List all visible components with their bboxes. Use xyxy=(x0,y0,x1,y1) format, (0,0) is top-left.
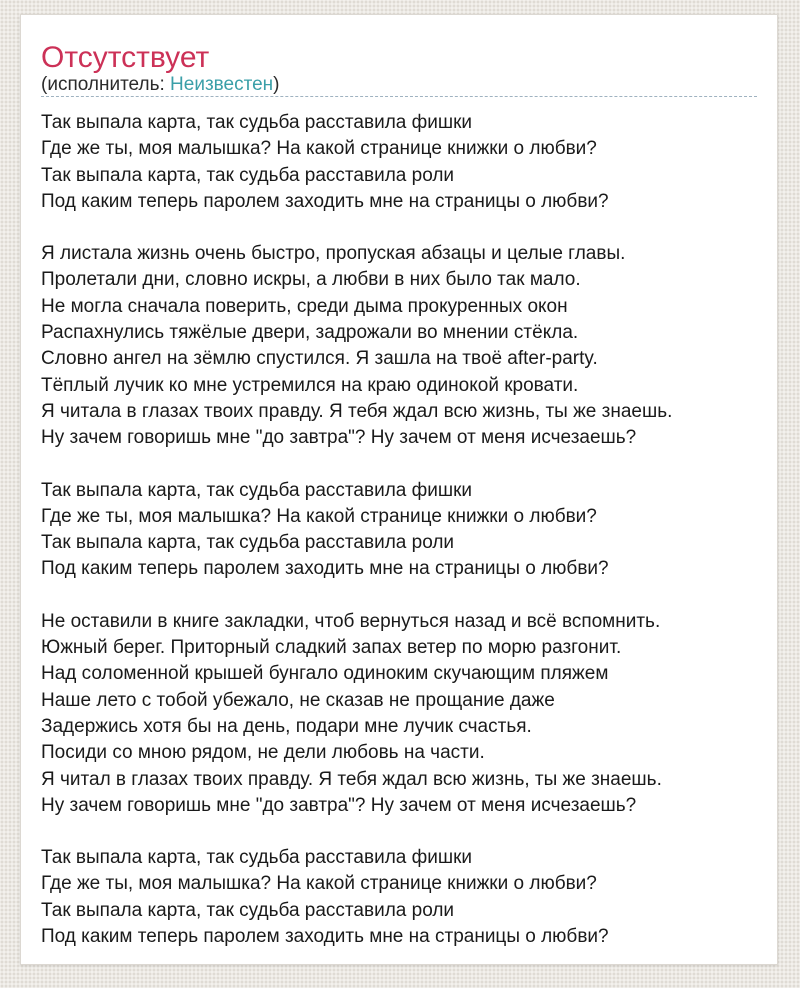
lyric-line: Я читала в глазах твоих правду. Я тебя ждал всю жизнь, ты же знаешь. xyxy=(41,400,673,422)
artist-subtitle xyxy=(41,74,757,97)
lyric-line: Я читал в глазах твоих правду. Я тебя ждал всю жизнь, ты же знаешь. xyxy=(41,768,662,790)
stanza xyxy=(41,110,757,215)
stanza xyxy=(41,241,757,451)
lyric-line: Под каким теперь паролем заходить мне на страницы о любви? xyxy=(41,926,609,948)
lyric-line: Под каким теперь паролем заходить мне на страницы о любви? xyxy=(41,558,609,580)
lyric-line: Задержись хотя бы на день, подари мне лучик счастья. xyxy=(41,715,532,737)
lyric-line: Так выпала карта, так судьба расставила фишки xyxy=(41,112,473,133)
lyric-line: Словно ангел на зёмлю спустился. Я зашла на твоё after-party. xyxy=(41,348,598,370)
lyric-line: Ну зачем говоришь мне "до завтра"? Ну зачем от меня исчезаешь? xyxy=(41,427,637,449)
stanza xyxy=(41,609,757,819)
lyric-line: Тёплый лучик ко мне устремился на краю одинокой кровати. xyxy=(41,374,579,396)
lyric-line: Ну зачем говоришь мне "до завтра"? Ну зачем от меня исчезаешь? xyxy=(41,794,637,816)
page-title: Отсутствует xyxy=(41,41,210,74)
lyric-line: Под каким теперь паролем заходить мне на страницы о любви? xyxy=(41,190,609,212)
lyric-line: Наше лето с тобой убежало, не сказав не прощание даже xyxy=(41,689,555,711)
lyric-line: Распахнулись тяжёлые двери, задрожали во мнении стёкла. xyxy=(41,322,579,344)
stanza xyxy=(41,845,757,950)
subtitle-suffix: ) xyxy=(273,74,280,95)
lyrics-body xyxy=(41,110,757,950)
lyric-line: Где же ты, моя малышка? На какой странице книжки о любви? xyxy=(41,873,597,895)
subtitle-prefix: (исполнитель: xyxy=(41,74,171,95)
lyric-line: Где же ты, моя малышка? На какой странице книжки о любви? xyxy=(41,505,597,527)
lyric-line: Так выпала карта, так судьба расставила роли xyxy=(41,899,455,921)
lyric-line: Я листала жизнь очень быстро, пропуская абзацы и целые главы. xyxy=(41,243,626,265)
stanza xyxy=(41,478,757,583)
lyric-line: Так выпала карта, так судьба расставила роли xyxy=(41,164,455,186)
lyric-line: Не оставили в книге закладки, чтоб вернуться назад и всё вспомнить. xyxy=(41,610,661,632)
content-card xyxy=(20,14,778,965)
lyric-line: Не могла сначала поверить, среди дыма прокуренных окон xyxy=(41,295,568,317)
lyric-line: Так выпала карта, так судьба расставила фишки xyxy=(41,479,473,501)
lyric-line: Южный берег. Приторный сладкий запах ветер по морю разгонит. xyxy=(41,637,622,659)
artist-link[interactable]: Неизвестен xyxy=(170,74,274,95)
lyric-line: Так выпала карта, так судьба расставила роли xyxy=(41,532,455,554)
lyric-line: Пролетали дни, словно искры, а любви в них было так мало. xyxy=(41,269,581,291)
lyric-line: Посиди со мною рядом, не дели любовь на части. xyxy=(41,742,485,764)
lyric-line: Где же ты, моя малышка? На какой странице книжки о любви? xyxy=(41,138,597,160)
lyric-line: Над соломенной крышей бунгало одиноким скучающим пляжем xyxy=(41,663,609,685)
lyric-line: Так выпала карта, так судьба расставила фишки xyxy=(41,847,473,869)
